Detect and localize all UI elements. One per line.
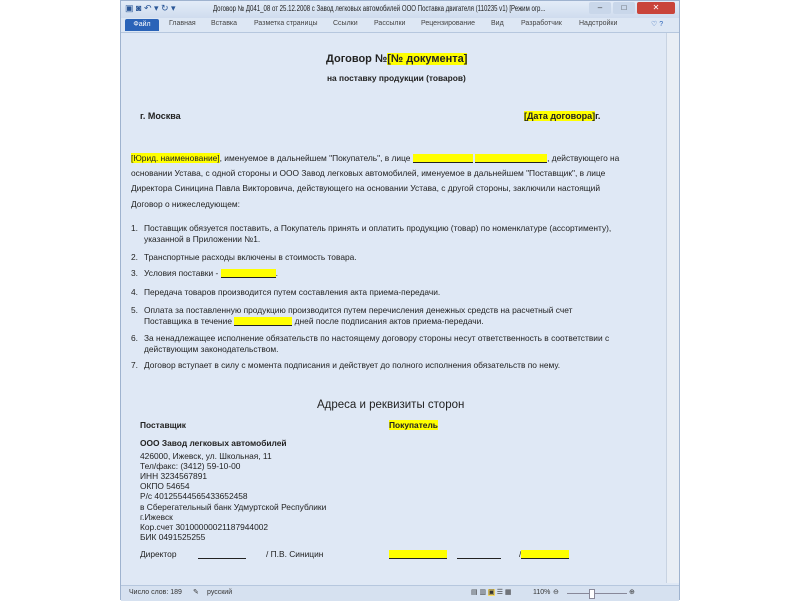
item-text: действующим законодательством. <box>144 344 279 354</box>
doc-title: Договор №[№ документа] <box>326 53 468 65</box>
supplier-label: Поставщик <box>140 420 186 430</box>
supplier-line: в Сберегательный банк Удмуртской Республики <box>140 502 327 512</box>
item-number: 2. <box>131 252 138 262</box>
spellcheck-icon[interactable]: ✎ <box>193 589 199 596</box>
buyer-name-blank <box>457 549 501 559</box>
window-title: Договор № Д041_08 от 25.12.2008 с Завод легковых автомобилей ООО Поставка двигателя (110235 v1) [Режим огр... <box>213 4 546 13</box>
tab-view[interactable]: Вид <box>491 20 504 27</box>
supplier-line: 426000, Ижевск, ул. Школьная, 11 <box>140 451 272 461</box>
vertical-scrollbar[interactable] <box>666 33 679 583</box>
tab-review[interactable]: Рецензирование <box>421 20 476 27</box>
item-number: 6. <box>131 333 138 343</box>
supplier-line: ИНН 3234567891 <box>140 471 208 481</box>
tab-developer[interactable]: Разработчик <box>521 20 562 27</box>
item-text: Транспортные расходы включены в стоимость товара. <box>144 252 357 262</box>
item-text: Поставщика в течение дней после подписания актов приема-передачи. <box>144 316 484 326</box>
ribbon-tabs <box>121 18 679 33</box>
item-number: 1. <box>131 223 138 233</box>
zoom-in-button[interactable]: ⊕ <box>629 589 635 596</box>
item-number: 5. <box>131 305 138 315</box>
section-title: Адреса и реквизиты сторон <box>317 399 465 411</box>
item-number: 4. <box>131 287 138 297</box>
supplier-line: ОКПО 54654 <box>140 481 190 491</box>
language[interactable]: русский <box>207 589 233 596</box>
word-count[interactable]: Число слов: 189 <box>129 589 182 596</box>
zoom-slider-thumb[interactable] <box>589 589 595 599</box>
tab-page-layout[interactable]: Разметка страницы <box>254 20 318 27</box>
signature-blank <box>198 549 246 559</box>
item-text: За ненадлежащее исполнение обязательств по настоящему договору стороны несут ответственность в соответствии с <box>144 333 610 343</box>
item-number: 3. <box>131 268 138 278</box>
tab-mailings[interactable]: Рассылки <box>374 20 406 27</box>
director-label: Директор <box>140 549 177 559</box>
maximize-button[interactable]: □ <box>613 2 635 14</box>
intro-line-1: [Юрид. наименование], именуемое в дальнейшем "Покупатель", в лице , действующего на <box>131 153 620 163</box>
buyer-name-field: / <box>519 549 569 559</box>
zoom-slider[interactable] <box>567 593 627 594</box>
supplier-line: ООО Завод легковых автомобилей <box>140 438 287 448</box>
supplier-line: Р/с 40125544565433652458 <box>140 491 248 501</box>
item-text: Передача товаров производится путем составления акта приема-передачи. <box>144 287 441 297</box>
intro-line-4: Договор о нижеследующем: <box>131 199 240 209</box>
director-name: / П.В. Синицин <box>266 549 324 559</box>
help-icon[interactable]: ♡ ? <box>651 21 664 28</box>
date-line: [Дата договора]г. <box>524 111 601 121</box>
supplier-line: Кор.счет 30100000021187944002 <box>140 522 269 532</box>
zoom-level[interactable]: 110% <box>533 589 551 596</box>
buyer-label: Покупатель <box>389 420 438 430</box>
quick-access-toolbar[interactable]: ▣ ◙ ↶ ▾ ↻ ▾ <box>125 3 176 13</box>
item-number: 7. <box>131 360 138 370</box>
minimize-button[interactable]: – <box>589 2 611 14</box>
item-text: Оплата за поставленную продукцию производится путем перечисления денежных средств на расчетный счет <box>144 305 573 315</box>
title-bar <box>121 1 679 18</box>
item-text: Условия поставки - . <box>144 268 278 278</box>
intro-line-2: основании Устава, с одной стороны и ООО Завод легковых автомобилей, именуемое в дальнейшем "Поставщик", в лице <box>131 168 606 178</box>
tab-references[interactable]: Ссылки <box>333 20 358 27</box>
item-text: Договор вступает в силу с момента подписания и действует до полного исполнения обязательств по нему. <box>144 360 561 370</box>
city: г. Москва <box>140 111 181 121</box>
supplier-line: БИК 0491525255 <box>140 532 206 542</box>
supplier-line: г.Ижевск <box>140 512 173 522</box>
tab-insert[interactable]: Вставка <box>211 20 238 27</box>
doc-subtitle: на поставку продукции (товаров) <box>327 73 466 83</box>
supplier-line: Тел/факс: (3412) 59-10-00 <box>140 461 241 471</box>
view-buttons[interactable]: ▤ ▥ ▣ ☰ ▦ <box>471 589 512 596</box>
zoom-out-button[interactable]: ⊖ <box>553 589 559 596</box>
tab-home[interactable]: Главная <box>169 20 196 27</box>
tab-file[interactable]: Файл <box>125 19 159 31</box>
status-bar <box>121 585 679 601</box>
item-text: указанной в Приложении №1. <box>144 234 261 244</box>
tab-addins[interactable]: Надстройки <box>579 20 618 27</box>
intro-line-3: Директора Синицина Павла Викторовича, действующего на основании Устава, с другой стороны, заключили настоящий <box>131 183 600 193</box>
buyer-signature-blank <box>389 549 447 559</box>
item-text: Поставщик обязуется поставить, а Покупатель принять и оплатить продукцию (товар) по номенклатуре (ассортименту), <box>144 223 612 233</box>
close-button[interactable]: ✕ <box>637 2 675 14</box>
